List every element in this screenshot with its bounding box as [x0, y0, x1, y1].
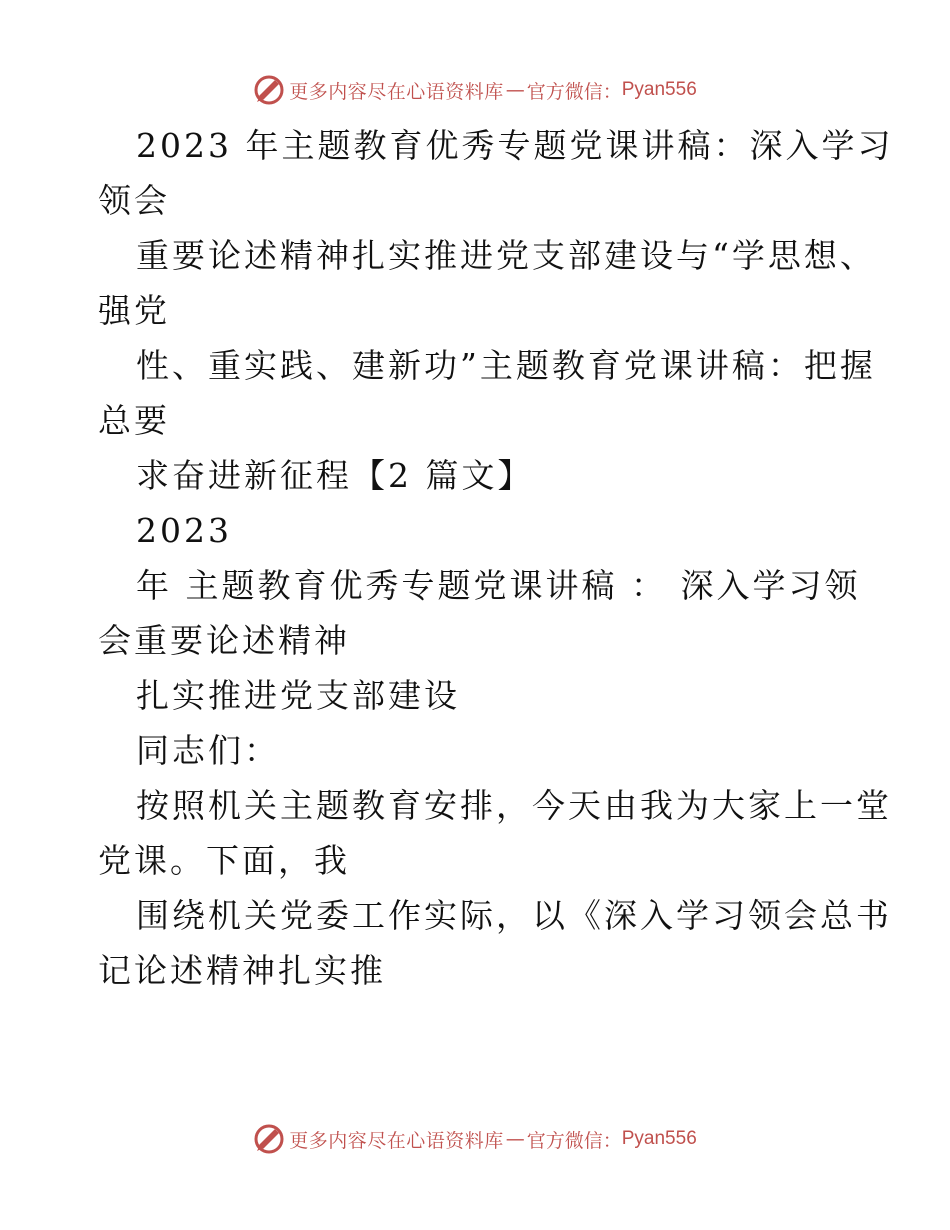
- body-line: 按照机关主题教育安排，今天由我为大家上一堂: [136, 786, 892, 825]
- document-body: [98, 118, 894, 998]
- body-line: 记论述精神扎实推: [98, 951, 386, 990]
- body-line: 总要: [98, 401, 170, 440]
- watermark-site-text: 更多内容尽在心语资料库: [289, 1129, 504, 1152]
- watermark-dash: —: [505, 1128, 525, 1150]
- body-line: 求奋进新征程【2 篇文】: [136, 456, 534, 495]
- body-line: 党课。下面，我: [98, 841, 350, 880]
- body-line: 强党: [98, 291, 170, 330]
- pen-nib-logo-icon: [253, 1123, 285, 1155]
- watermark-wechat-label: 官方微信：: [526, 1129, 622, 1152]
- body-line: 性、重实践、建新功”主题教育党课讲稿：把握: [136, 346, 876, 385]
- body-line: 重要论述精神扎实推进党支部建设与“学思想、: [136, 236, 876, 275]
- body-line: 2023 年主题教育优秀专题党课讲稿：深入学习: [136, 126, 894, 165]
- body-line: 2023: [136, 511, 232, 550]
- body-line: 年 主题教育优秀专题党课讲稿 ： 深入学习领: [136, 566, 861, 605]
- footer-watermark: [0, 1119, 950, 1159]
- watermark-wechat-id: Pyan556: [621, 1128, 697, 1149]
- body-line: 扎实推进党支部建设: [136, 676, 460, 715]
- watermark-dash: —: [505, 79, 525, 101]
- watermark-wechat-id: Pyan556: [621, 79, 697, 100]
- body-line: 领会: [98, 181, 170, 220]
- body-line: 会重要论述精神: [98, 621, 350, 660]
- watermark-site-text: 更多内容尽在心语资料库: [289, 80, 504, 103]
- pen-nib-logo-icon: [253, 74, 285, 106]
- watermark-wechat-label: 官方微信：: [526, 80, 622, 103]
- body-line: 同志们：: [136, 731, 280, 770]
- body-line: 围绕机关党委工作实际，以《深入学习领会总书: [136, 896, 892, 935]
- header-watermark: [0, 70, 950, 110]
